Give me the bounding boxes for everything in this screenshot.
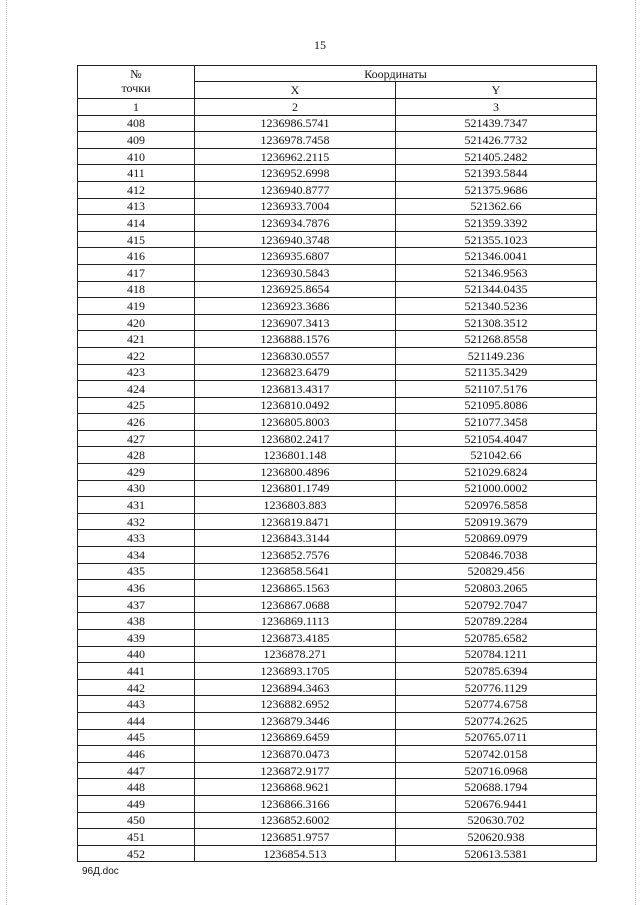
y-coordinate-cell: 520765.0711 bbox=[396, 729, 597, 746]
y-coordinate-cell: 521000.0002 bbox=[396, 480, 597, 497]
point-number-cell: 438 bbox=[78, 613, 195, 630]
x-coordinate-cell: 1236962.2115 bbox=[195, 148, 396, 165]
point-number-cell: 408 bbox=[78, 115, 195, 132]
table-row bbox=[78, 779, 597, 796]
point-number-cell: 419 bbox=[78, 298, 195, 315]
x-coordinate-cell: 1236978.7458 bbox=[195, 132, 396, 149]
x-coordinate-cell: 1236873.4185 bbox=[195, 630, 396, 647]
y-coordinate-cell: 520688.1794 bbox=[396, 779, 597, 796]
footer-filename: 96Д.doc bbox=[82, 866, 119, 877]
table-row bbox=[78, 812, 597, 829]
y-coordinate-cell: 520829.456 bbox=[396, 563, 597, 580]
x-coordinate-cell: 1236810.0492 bbox=[195, 397, 396, 414]
point-number-cell: 447 bbox=[78, 762, 195, 779]
y-coordinate-cell: 521344.0435 bbox=[396, 281, 597, 298]
coordinates-header: Координаты bbox=[195, 66, 597, 82]
table-row bbox=[78, 464, 597, 481]
point-label: точки bbox=[121, 81, 151, 95]
column-index-1: 1 bbox=[78, 99, 195, 116]
table-row bbox=[78, 646, 597, 663]
table-row bbox=[78, 347, 597, 364]
number-sign: № bbox=[130, 67, 142, 81]
y-coordinate-cell: 520776.1129 bbox=[396, 679, 597, 696]
y-coordinate-cell: 521029.6824 bbox=[396, 464, 597, 481]
y-column-header: Y bbox=[396, 82, 597, 99]
table-row bbox=[78, 762, 597, 779]
point-number-cell: 420 bbox=[78, 314, 195, 331]
y-coordinate-cell: 520919.3679 bbox=[396, 513, 597, 530]
x-coordinate-cell: 1236925.8654 bbox=[195, 281, 396, 298]
y-coordinate-cell: 521393.5844 bbox=[396, 165, 597, 182]
table-row bbox=[78, 795, 597, 812]
table-row bbox=[78, 148, 597, 165]
y-coordinate-cell: 521054.4047 bbox=[396, 430, 597, 447]
point-number-cell: 413 bbox=[78, 198, 195, 215]
x-coordinate-cell: 1236865.1563 bbox=[195, 580, 396, 597]
y-coordinate-cell: 520742.0158 bbox=[396, 746, 597, 763]
point-number-cell: 428 bbox=[78, 447, 195, 464]
point-number-cell: 429 bbox=[78, 464, 195, 481]
table-row bbox=[78, 298, 597, 315]
table-row bbox=[78, 281, 597, 298]
x-coordinate-cell: 1236802.2417 bbox=[195, 430, 396, 447]
point-number-cell: 421 bbox=[78, 331, 195, 348]
y-coordinate-cell: 521355.1023 bbox=[396, 231, 597, 248]
x-coordinate-cell: 1236907.3413 bbox=[195, 314, 396, 331]
point-number-cell: 418 bbox=[78, 281, 195, 298]
x-coordinate-cell: 1236869.1113 bbox=[195, 613, 396, 630]
point-number-cell: 450 bbox=[78, 812, 195, 829]
x-coordinate-cell: 1236843.3144 bbox=[195, 530, 396, 547]
page-number: 15 bbox=[314, 38, 326, 52]
point-number-cell: 415 bbox=[78, 231, 195, 248]
y-coordinate-cell: 521346.0041 bbox=[396, 248, 597, 265]
point-number-cell: 434 bbox=[78, 547, 195, 564]
y-coordinate-cell: 520976.5858 bbox=[396, 497, 597, 514]
point-number-cell: 448 bbox=[78, 779, 195, 796]
y-coordinate-cell: 521135.3429 bbox=[396, 364, 597, 381]
table-row bbox=[78, 712, 597, 729]
y-coordinate-cell: 520676.9441 bbox=[396, 795, 597, 812]
x-coordinate-cell: 1236803.883 bbox=[195, 497, 396, 514]
point-number-cell: 427 bbox=[78, 430, 195, 447]
table-row bbox=[78, 381, 597, 398]
column-index-3: 3 bbox=[396, 99, 597, 116]
y-coordinate-cell: 520846.7038 bbox=[396, 547, 597, 564]
y-coordinate-cell: 521107.5176 bbox=[396, 381, 597, 398]
x-coordinate-cell: 1236866.3166 bbox=[195, 795, 396, 812]
x-coordinate-cell: 1236893.1705 bbox=[195, 663, 396, 680]
y-coordinate-cell: 521362.66 bbox=[396, 198, 597, 215]
x-coordinate-cell: 1236888.1576 bbox=[195, 331, 396, 348]
table-header bbox=[78, 66, 597, 116]
y-coordinate-cell: 520620.938 bbox=[396, 829, 597, 846]
x-coordinate-cell: 1236805.8003 bbox=[195, 414, 396, 431]
x-coordinate-cell: 1236986.5741 bbox=[195, 115, 396, 132]
y-coordinate-cell: 521359.3392 bbox=[396, 215, 597, 232]
table-row bbox=[78, 829, 597, 846]
point-number-cell: 437 bbox=[78, 596, 195, 613]
x-coordinate-cell: 1236867.0688 bbox=[195, 596, 396, 613]
y-coordinate-cell: 521308.3512 bbox=[396, 314, 597, 331]
point-number-cell: 442 bbox=[78, 679, 195, 696]
x-coordinate-cell: 1236858.5641 bbox=[195, 563, 396, 580]
table-row bbox=[78, 447, 597, 464]
point-number-cell: 425 bbox=[78, 397, 195, 414]
y-coordinate-cell: 520785.6394 bbox=[396, 663, 597, 680]
point-number-cell: 422 bbox=[78, 347, 195, 364]
x-coordinate-cell: 1236923.3686 bbox=[195, 298, 396, 315]
x-coordinate-cell: 1236868.9621 bbox=[195, 779, 396, 796]
point-number-cell: 416 bbox=[78, 248, 195, 265]
scan-edge-left bbox=[6, 0, 7, 905]
x-coordinate-cell: 1236819.8471 bbox=[195, 513, 396, 530]
table-row bbox=[78, 630, 597, 647]
point-number-cell: 430 bbox=[78, 480, 195, 497]
point-number-cell: 439 bbox=[78, 630, 195, 647]
table-row bbox=[78, 679, 597, 696]
table-row bbox=[78, 132, 597, 149]
point-number-cell: 409 bbox=[78, 132, 195, 149]
x-coordinate-cell: 1236930.5843 bbox=[195, 264, 396, 281]
table-row bbox=[78, 231, 597, 248]
x-coordinate-cell: 1236854.513 bbox=[195, 845, 396, 862]
y-coordinate-cell: 521077.3458 bbox=[396, 414, 597, 431]
table-row bbox=[78, 314, 597, 331]
y-coordinate-cell: 521095.8086 bbox=[396, 397, 597, 414]
point-number-header bbox=[78, 66, 195, 99]
point-number-cell: 417 bbox=[78, 264, 195, 281]
x-coordinate-cell: 1236869.6459 bbox=[195, 729, 396, 746]
table-row bbox=[78, 414, 597, 431]
x-coordinate-cell: 1236894.3463 bbox=[195, 679, 396, 696]
point-number-cell: 432 bbox=[78, 513, 195, 530]
table-row bbox=[78, 746, 597, 763]
coordinates-table bbox=[77, 65, 597, 862]
x-coordinate-cell: 1236934.7876 bbox=[195, 215, 396, 232]
table-row bbox=[78, 845, 597, 862]
point-number-cell: 445 bbox=[78, 729, 195, 746]
x-coordinate-cell: 1236878.271 bbox=[195, 646, 396, 663]
y-coordinate-cell: 520789.2284 bbox=[396, 613, 597, 630]
column-index-2: 2 bbox=[195, 99, 396, 116]
point-number-cell: 441 bbox=[78, 663, 195, 680]
table-row bbox=[78, 530, 597, 547]
table-row bbox=[78, 696, 597, 713]
y-coordinate-cell: 521439.7347 bbox=[396, 115, 597, 132]
table-row bbox=[78, 480, 597, 497]
y-coordinate-cell: 520785.6582 bbox=[396, 630, 597, 647]
table-row bbox=[78, 165, 597, 182]
x-coordinate-cell: 1236830.0557 bbox=[195, 347, 396, 364]
table-row bbox=[78, 580, 597, 597]
y-coordinate-cell: 521149.236 bbox=[396, 347, 597, 364]
x-coordinate-cell: 1236801.148 bbox=[195, 447, 396, 464]
x-coordinate-cell: 1236852.6002 bbox=[195, 812, 396, 829]
table-row bbox=[78, 596, 597, 613]
point-number-cell: 443 bbox=[78, 696, 195, 713]
y-coordinate-cell: 521042.66 bbox=[396, 447, 597, 464]
point-number-cell: 444 bbox=[78, 712, 195, 729]
y-coordinate-cell: 520784.1211 bbox=[396, 646, 597, 663]
point-number-cell: 440 bbox=[78, 646, 195, 663]
y-coordinate-cell: 520792.7047 bbox=[396, 596, 597, 613]
scan-edge-right bbox=[635, 0, 636, 905]
table-row bbox=[78, 430, 597, 447]
table-row bbox=[78, 198, 597, 215]
y-coordinate-cell: 521340.5236 bbox=[396, 298, 597, 315]
x-coordinate-cell: 1236801.1749 bbox=[195, 480, 396, 497]
x-coordinate-cell: 1236813.4317 bbox=[195, 381, 396, 398]
y-coordinate-cell: 520869.0979 bbox=[396, 530, 597, 547]
x-coordinate-cell: 1236800.4896 bbox=[195, 464, 396, 481]
x-column-header: X bbox=[195, 82, 396, 99]
point-number-cell: 424 bbox=[78, 381, 195, 398]
y-coordinate-cell: 521375.9686 bbox=[396, 181, 597, 198]
point-number-cell: 435 bbox=[78, 563, 195, 580]
point-number-cell: 410 bbox=[78, 148, 195, 165]
x-coordinate-cell: 1236872.9177 bbox=[195, 762, 396, 779]
point-number-cell: 446 bbox=[78, 746, 195, 763]
table-row bbox=[78, 181, 597, 198]
x-coordinate-cell: 1236823.6479 bbox=[195, 364, 396, 381]
x-coordinate-cell: 1236935.6807 bbox=[195, 248, 396, 265]
y-coordinate-cell: 521268.8558 bbox=[396, 331, 597, 348]
y-coordinate-cell: 520613.5381 bbox=[396, 845, 597, 862]
x-coordinate-cell: 1236852.7576 bbox=[195, 547, 396, 564]
y-coordinate-cell: 520716.0968 bbox=[396, 762, 597, 779]
point-number-cell: 412 bbox=[78, 181, 195, 198]
point-number-cell: 451 bbox=[78, 829, 195, 846]
point-number-cell: 433 bbox=[78, 530, 195, 547]
x-coordinate-cell: 1236952.6998 bbox=[195, 165, 396, 182]
y-coordinate-cell: 520630.702 bbox=[396, 812, 597, 829]
point-number-cell: 431 bbox=[78, 497, 195, 514]
x-coordinate-cell: 1236879.3446 bbox=[195, 712, 396, 729]
x-coordinate-cell: 1236933.7004 bbox=[195, 198, 396, 215]
y-coordinate-cell: 520774.2625 bbox=[396, 712, 597, 729]
table-row bbox=[78, 115, 597, 132]
x-coordinate-cell: 1236940.8777 bbox=[195, 181, 396, 198]
x-coordinate-cell: 1236851.9757 bbox=[195, 829, 396, 846]
table-row bbox=[78, 547, 597, 564]
point-number-cell: 452 bbox=[78, 845, 195, 862]
y-coordinate-cell: 521426.7732 bbox=[396, 132, 597, 149]
table-row bbox=[78, 364, 597, 381]
point-number-cell: 436 bbox=[78, 580, 195, 597]
point-number-cell: 414 bbox=[78, 215, 195, 232]
table-row bbox=[78, 264, 597, 281]
table-row bbox=[78, 563, 597, 580]
x-coordinate-cell: 1236882.6952 bbox=[195, 696, 396, 713]
table-row bbox=[78, 497, 597, 514]
table-row bbox=[78, 248, 597, 265]
y-coordinate-cell: 521346.9563 bbox=[396, 264, 597, 281]
x-coordinate-cell: 1236940.3748 bbox=[195, 231, 396, 248]
x-coordinate-cell: 1236870.0473 bbox=[195, 746, 396, 763]
table-row bbox=[78, 663, 597, 680]
point-number-cell: 449 bbox=[78, 795, 195, 812]
y-coordinate-cell: 520774.6758 bbox=[396, 696, 597, 713]
table-row bbox=[78, 613, 597, 630]
table-row bbox=[78, 513, 597, 530]
point-number-cell: 426 bbox=[78, 414, 195, 431]
table-row bbox=[78, 397, 597, 414]
table-row bbox=[78, 331, 597, 348]
table-row bbox=[78, 215, 597, 232]
y-coordinate-cell: 520803.2065 bbox=[396, 580, 597, 597]
point-number-cell: 423 bbox=[78, 364, 195, 381]
table-body bbox=[78, 115, 597, 862]
y-coordinate-cell: 521405.2482 bbox=[396, 148, 597, 165]
table-row bbox=[78, 729, 597, 746]
point-number-cell: 411 bbox=[78, 165, 195, 182]
